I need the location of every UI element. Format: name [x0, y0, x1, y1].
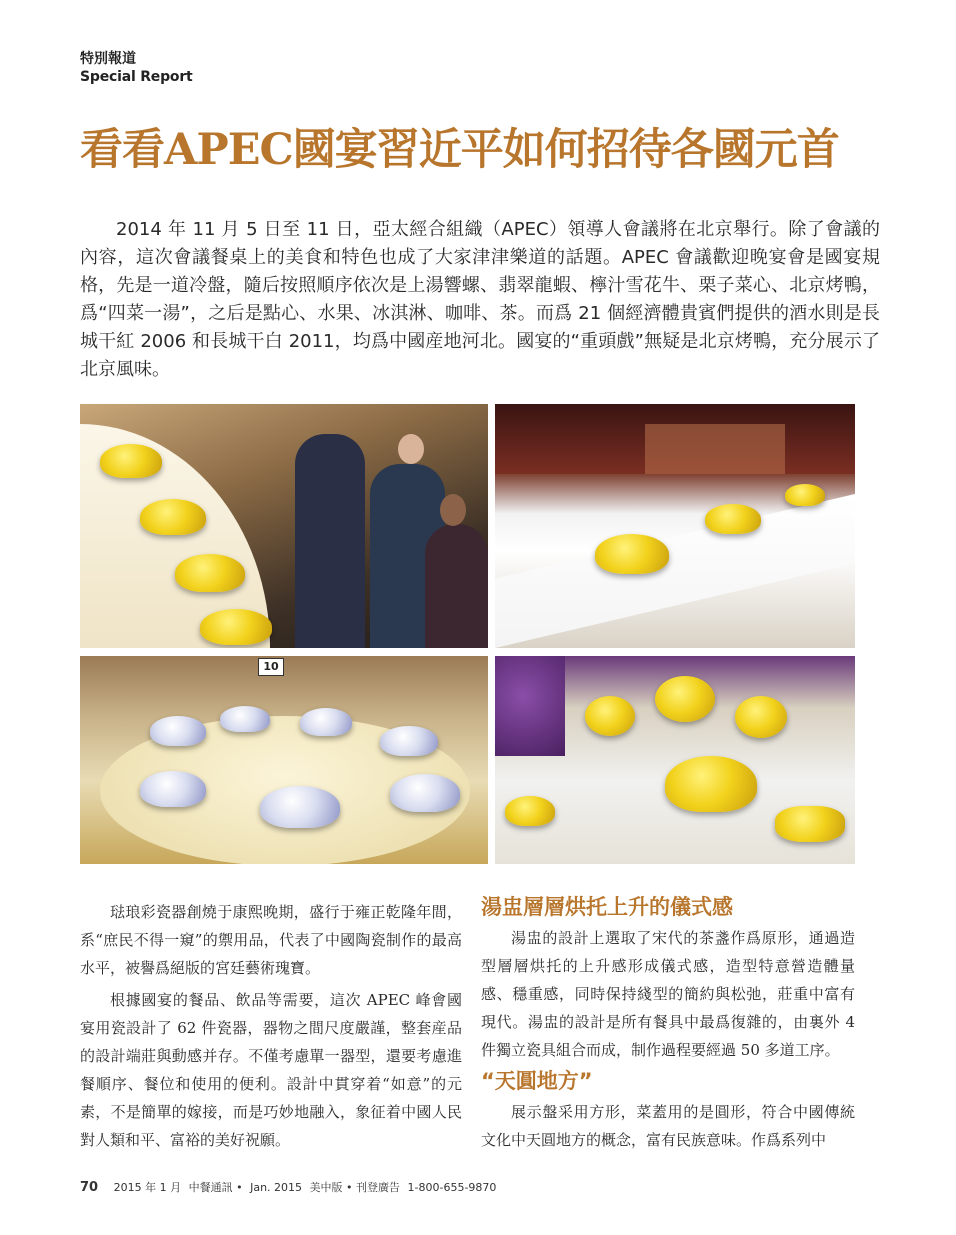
article-headline: 看看APEC國宴習近平如何招待各國元首 [80, 125, 839, 175]
photo-porcelain-set [495, 656, 855, 864]
photo-leaders-at-banquet [80, 404, 488, 648]
page-footer [80, 1179, 500, 1195]
section-label [80, 50, 193, 86]
photo-banquet-hall-table [495, 404, 855, 648]
left-paragraph-2: 根據國宴的餐品、飲品等需要，這次 APEC 峰會國宴用瓷設計了 62 件瓷器，器物之間尺度嚴謹，整套産品的設計端莊與動感并存。不僅考慮單一器型，還要考慮進餐順序、餐位和使用的便利。設計中貫穿着“如意”的元素，不是簡單的嫁接，而是巧妙地融入，象征着中國人民對人類和平、富裕的美好祝願。 [80, 991, 462, 1149]
left-paragraph-1: 琺琅彩瓷器創燒于康熙晚期，盛行于雍正乾隆年間，系“庶民不得一窺”的禦用品，代表了中國陶瓷制作的最高水平，被譽爲絕版的宮廷藝術瑰寶。 [80, 903, 462, 977]
footer-magazine: 中餐通訊 • [188, 1181, 243, 1194]
right-paragraph-2: 展示盤采用方形，菜蓋用的是圓形，符合中國傳統文化中天圓地方的概念，富有民族意味。作爲系列中 [481, 1103, 855, 1149]
left-column [80, 898, 462, 1158]
footer-date-en: Jan. 2015 [250, 1181, 303, 1194]
subhead-round-sky-square-earth: “天圓地方” [481, 1069, 593, 1093]
subhead-soup-tureen: 湯盅層層烘托上升的儀式感 [481, 895, 733, 919]
section-label-zh: 特別報道 [80, 51, 136, 67]
footer-phone: 1-800-655-9870 [407, 1181, 497, 1194]
right-column [481, 892, 855, 1156]
photo-round-table [80, 656, 488, 864]
right-paragraph-1: 湯盅的設計上選取了宋代的茶盞作爲原形，通過造型層層烘托的上升感形成儀式感，造型特意營造體量感、穩重感，同時保持綫型的簡約與松弛，莊重中富有現代。湯盅的設計是所有餐具中最爲復雜的，由裏外 4 件獨立瓷具組合而成，制作過程要經過 50 多道工序。 [481, 929, 855, 1059]
section-label-en: Special Report [80, 69, 193, 85]
footer-date-zh: 2015 年 1 月 [113, 1181, 182, 1194]
table-number-card: 10 [258, 658, 284, 676]
page-number: 70 [80, 1180, 99, 1195]
footer-edition: 美中版 • 刊登廣告 [309, 1181, 401, 1194]
intro-paragraph: 2014 年 11 月 5 日至 11 日，亞太經合組織（APEC）領導人會議將在北京舉行。除了會議的內容，這次會議餐桌上的美食和特色也成了大家津津樂道的話題。APEC 會議歡迎晚宴會是國宴規格，先是一道冷盤，隨后按照順序依次是上湯響螺、翡翠龍蝦、檸汁雪花牛、栗子菜心、北京烤鴨，爲“四菜一湯”，之后是點心、水果、冰淇淋、咖啡、茶。而爲 21 個經濟體貴賓們提供的酒水則是長城干紅 2006 和長城干白 2011，均爲中國産地河北。國宴的“重頭戲”無疑是北京烤鴨，充分展示了北京風味。 [80, 219, 880, 380]
